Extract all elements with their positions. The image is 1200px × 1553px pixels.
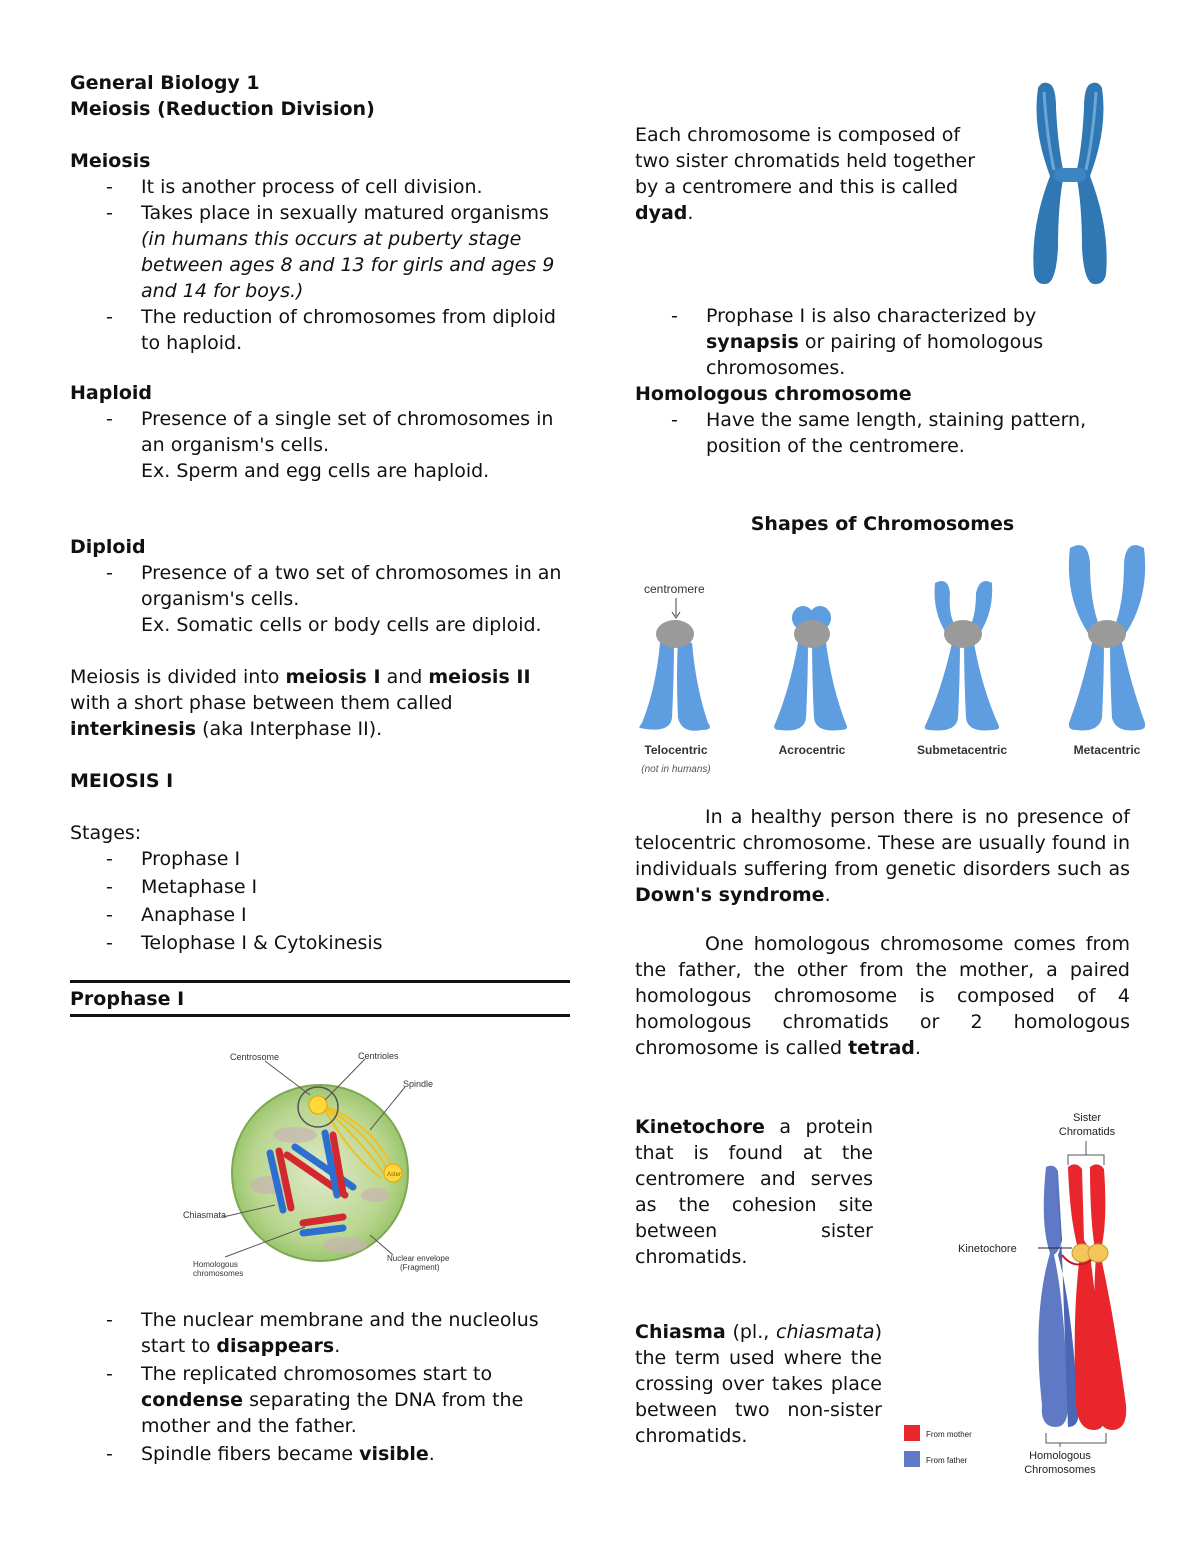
mother-legend-swatch bbox=[904, 1425, 920, 1441]
sister-label: Sister bbox=[1072, 1112, 1102, 1124]
meiosis-list bbox=[70, 174, 570, 356]
list-item: - Presence of a single set of chromosomes in an organism's cells. Ex. Sperm and egg cells are haploid. bbox=[70, 406, 570, 484]
diploid-heading: Diploid bbox=[70, 536, 146, 558]
nuclear-envelope-label: Nuclear envelope bbox=[387, 1254, 450, 1263]
list-item: - Takes place in sexually matured organisms (in humans this occurs at puberty stage between ages 8 and 13 for girls and ages 9 and 14 for boys.) bbox=[70, 200, 570, 304]
chromosome-shapes-figure bbox=[630, 538, 1160, 778]
diploid-example: Ex. Somatic cells or body cells are diploid. bbox=[141, 614, 542, 636]
prophase-heading: Prophase I bbox=[70, 988, 185, 1010]
list-item: - Presence of a two set of chromosomes in an organism's cells. Ex. Somatic cells or body cells are diploid. bbox=[70, 560, 570, 638]
list-item: - The replicated chromosomes start to condense separating the DNA from the mother and the father. bbox=[70, 1361, 570, 1439]
homologous-block bbox=[635, 381, 1130, 459]
father-legend-swatch bbox=[904, 1451, 920, 1467]
chiasmata-label: Chiasmata bbox=[183, 1210, 227, 1220]
not-in-humans-note: (not in humans) bbox=[641, 764, 711, 775]
homologous-heading: Homologous chromosome bbox=[635, 383, 912, 405]
chromatids-label: Chromatids bbox=[1058, 1126, 1116, 1138]
list-item: - Telophase I & Cytokinesis bbox=[70, 930, 570, 956]
synapsis-block bbox=[635, 303, 1130, 381]
submetacentric-label: Submetacentric bbox=[916, 743, 1008, 757]
stages-list bbox=[70, 846, 570, 956]
chiasma-paragraph: Chiasma (pl., chiasmata) the term used where the crossing over takes place between two non-sister chromatids. bbox=[635, 1321, 882, 1447]
prophase-cell-figure bbox=[175, 1045, 465, 1285]
centrioles-label: Centrioles bbox=[358, 1051, 399, 1061]
divider-bottom bbox=[70, 1014, 570, 1017]
puberty-note: (in humans this occurs at puberty stage between ages 8 and 13 for girls and ages 9 and 14 for boys.) bbox=[141, 228, 555, 302]
centromere bbox=[1054, 168, 1086, 182]
division-paragraph: Meiosis is divided into meiosis I and meiosis II with a short phase between them called interkinesis (aka Interphase II). bbox=[70, 666, 531, 740]
kinetochore-label: Kinetochore bbox=[958, 1243, 1017, 1255]
haploid-heading: Haploid bbox=[70, 382, 153, 404]
topic-title: Meiosis (Reduction Division) bbox=[70, 98, 375, 120]
list-item: - Spindle fibers became visible. bbox=[70, 1441, 570, 1467]
dyad-paragraph: Each chromosome is composed of two sister chromatids held together by a centromere and this is called dyad. bbox=[635, 124, 976, 224]
chromosomes-label: Chromosomes bbox=[1024, 1464, 1096, 1475]
acrocentric-label: Acrocentric bbox=[778, 743, 846, 757]
mother-legend-label: From mother bbox=[926, 1430, 972, 1439]
course-title: General Biology 1 bbox=[70, 72, 260, 94]
haploid-list bbox=[70, 406, 570, 484]
tetrad-figure bbox=[900, 1105, 1130, 1475]
metacentric-chromosome bbox=[1069, 545, 1145, 730]
telocentric-label: Telocentric bbox=[644, 743, 708, 757]
left-column bbox=[70, 70, 570, 1017]
tetrad-paragraph: One homologous chromosome comes from the father, the other from the mother, a paired homologous chromosome is composed of 4 homologous chromatids or 2 homologous chromosome is called tetrad. bbox=[635, 933, 1130, 1059]
list-item: - Prophase I bbox=[70, 846, 570, 872]
list-item: - It is another process of cell division. bbox=[70, 174, 570, 200]
list-item: - Prophase I is also characterized by synapsis or pairing of homologous chromosomes. bbox=[635, 303, 1130, 381]
acrocentric-chromosome bbox=[774, 606, 847, 731]
haploid-example: Ex. Sperm and egg cells are haploid. bbox=[141, 460, 490, 482]
kinetochore-paragraph: Kinetochore a protein that is found at the centromere and serves as the cohesion site between sister chromatids. bbox=[635, 1116, 873, 1268]
homologous-label: Homologous bbox=[193, 1260, 238, 1269]
meiosis-heading: Meiosis bbox=[70, 150, 151, 172]
telocentric-chromosome bbox=[639, 620, 710, 731]
submetacentric-chromosome bbox=[925, 581, 999, 731]
aster-label: Aster bbox=[387, 1172, 402, 1178]
stages-label: Stages: bbox=[70, 822, 142, 844]
kinetochore-right bbox=[1088, 1244, 1108, 1262]
homologous-label: Homologous bbox=[1029, 1450, 1091, 1462]
prophase-bullets bbox=[70, 1307, 570, 1467]
list-item: - Anaphase I bbox=[70, 902, 570, 928]
father-legend-label: From father bbox=[926, 1456, 968, 1465]
telocentric-paragraph: In a healthy person there is no presence of telocentric chromosome. These are usually found in individuals suffering from genetic disorders such as Down's syndrome. bbox=[635, 806, 1130, 906]
centrosome-label: Centrosome bbox=[230, 1052, 280, 1062]
list-item: - Metaphase I bbox=[70, 874, 570, 900]
list-item: - The nuclear membrane and the nucleolus start to disappears. bbox=[70, 1307, 570, 1359]
spindle-label: Spindle bbox=[403, 1079, 434, 1089]
mother-chromatid-2 bbox=[1090, 1164, 1126, 1430]
metacentric-label: Metacentric bbox=[1073, 743, 1141, 757]
list-item: - Have the same length, staining pattern, position of the centromere. bbox=[635, 407, 1130, 459]
fragment-label: (Fragment) bbox=[400, 1263, 440, 1272]
centrosome-aster bbox=[309, 1096, 327, 1114]
meiosis-i-heading: MEIOSIS I bbox=[70, 770, 174, 792]
chromosomes-label: chromosomes bbox=[193, 1269, 244, 1278]
dyad-chromosome-figure bbox=[1020, 78, 1120, 290]
diploid-list bbox=[70, 560, 570, 638]
centromere-label: centromere bbox=[644, 582, 705, 596]
list-item: - The reduction of chromosomes from diploid to haploid. bbox=[70, 304, 570, 356]
shapes-title: Shapes of Chromosomes bbox=[750, 513, 1015, 535]
